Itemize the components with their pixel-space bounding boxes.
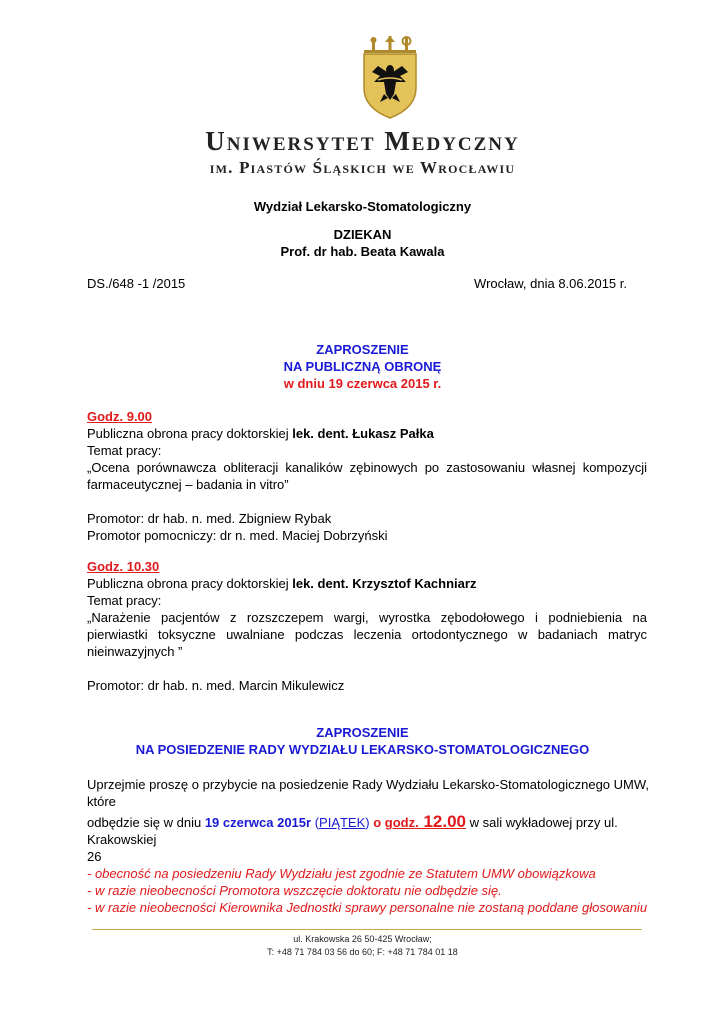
council-line-2: [87, 813, 667, 848]
council-day: PIĄTEK: [319, 815, 366, 830]
council-note: - obecność na posiedzeniu Rady Wydziału jest zgodnie ze Statutem UMW obowiązkowa: [87, 866, 596, 881]
defense-2-time: Godz. 10.30: [87, 559, 160, 574]
place-date: Wrocław, dnia 8.06.2015 r.: [474, 276, 627, 291]
council-day-close: ): [365, 815, 374, 830]
faculty-name: Wydział Lekarsko-Stomatologiczny: [253, 199, 472, 214]
university-subtitle: im. Piastów Śląskich we Wrocławiu: [209, 158, 516, 177]
defense-2-candidate: lek. dent. Krzysztof Kachniarz: [292, 576, 477, 591]
council-note: - w razie nieobecności Promotora wszczęcie doktoratu nie odbędzie się.: [87, 883, 502, 898]
university-name: Uniwersytet Medyczny: [205, 126, 520, 156]
council-invitation-body: [87, 776, 667, 916]
council-line-3: 26: [87, 849, 102, 864]
defense-1-intro-line: [87, 425, 647, 442]
defense-2-intro-line: [87, 575, 647, 592]
council-note: - w razie nieobecności Kierownika Jednostki sprawy personalne nie zostaną poddane głosowaniu: [87, 900, 648, 915]
footer-address: ul. Krakowska 26 50-425 Wrocław;: [293, 934, 432, 944]
dean-name: Prof. dr hab. Beata Kawala: [280, 244, 445, 259]
defense-1-assistant-promotor: Promotor pomocniczy: dr n. med. Maciej Dobrzyński: [87, 528, 388, 543]
defense-1-block: [87, 408, 647, 544]
defense-1-intro: Publiczna obrona pracy doktorskiej: [87, 426, 293, 441]
council-day-open: (: [311, 815, 320, 830]
defense-2-intro: Publiczna obrona pracy doktorskiej: [87, 576, 293, 591]
defense-1-promotor: Promotor: dr hab. n. med. Zbigniew Rybak: [87, 511, 332, 526]
council-line-1: Uprzejmie proszę o przybycie na posiedzenie Rady Wydziału Lekarsko-Stomatologicznego UMW, które: [87, 777, 650, 809]
footer-phones: T: +48 71 784 03 56 do 60; F: +48 71 784 01 18: [267, 947, 458, 957]
invitation-subtitle: NA PUBLICZNĄ OBRONĘ: [283, 359, 442, 374]
council-date: 19 czerwca 2015r: [204, 815, 312, 830]
council-godz: godz.: [384, 815, 419, 830]
council-line-2-end: w sali wykładowej przy ul. Krakowskiej: [87, 815, 618, 847]
council-invitation-subtitle: NA POSIEDZENIE RADY WYDZIAŁU LEKARSKO-STOMATOLOGICZNEGO: [135, 742, 590, 757]
council-hour: 12.00: [418, 812, 466, 831]
defense-1-candidate: lek. dent. Łukasz Pałka: [292, 426, 434, 441]
defense-1-time: Godz. 9.00: [87, 409, 153, 424]
council-line-2-start: odbędzie się w dniu: [87, 815, 205, 830]
invitation-title: ZAPROSZENIE: [316, 342, 409, 357]
university-crest-logo: [358, 36, 422, 120]
defense-1-topic: „Ocena porównawcza obliteracji kanalików zębinowych po zastosowaniu własnej kompozycji farmaceutycznej – badania in vitro”: [87, 460, 647, 492]
defense-2-topic: „Narażenie pacjentów z rozszczepem wargi, wyrostka zębodołowego i podniebienia na pierwiastki toksyczne uwalniane podczas leczenia ortodontycznego w badaniach matryc nieinwazyjnych ”: [87, 610, 647, 659]
defense-2-block: [87, 558, 647, 694]
defense-1-topic-label: Temat pracy:: [87, 443, 162, 458]
invitation-date: w dniu 19 czerwca 2015 r.: [283, 376, 442, 391]
council-o: o: [373, 815, 385, 830]
council-invitation-title: ZAPROSZENIE: [316, 725, 409, 740]
reference-number: DS./648 -1 /2015: [87, 276, 186, 291]
footer-divider: [92, 929, 642, 930]
dean-role: DZIEKAN: [333, 227, 392, 242]
defense-2-promotor: Promotor: dr hab. n. med. Marcin Mikulewicz: [87, 678, 345, 693]
defense-2-topic-label: Temat pracy:: [87, 593, 162, 608]
